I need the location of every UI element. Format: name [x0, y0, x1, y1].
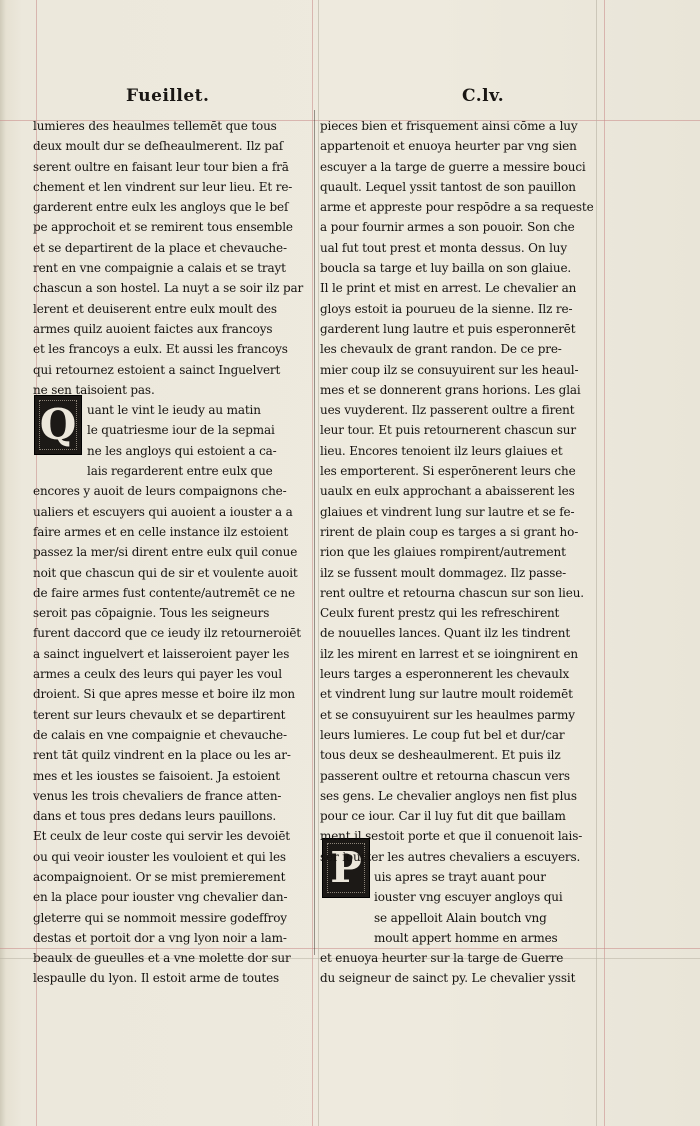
text-line: uaulx en eulx approchant a abaisserent les: [320, 484, 575, 499]
text-line: Et ceulx de leur coste qui servir les devoiēt: [33, 829, 290, 844]
text-line: arme et appreste pour respōdre a sa requeste: [320, 200, 594, 215]
text-line: quault. Lequel yssit tantost de son pauillon: [320, 179, 576, 194]
text-line: garderent lung lautre et puis esperonnerēt: [320, 321, 576, 336]
text-line: le quatriesme iour de la sepmai: [87, 423, 275, 438]
text-line: venus les trois chevaliers de france atten-: [33, 788, 282, 803]
text-line: et les francoys a eulx. Et aussi les francoys: [33, 342, 288, 357]
text-line: a pour fournir armes a son pouoir. Son che: [320, 220, 575, 235]
text-line: ment il sestoit porte et que il conuenoit lais-: [320, 829, 583, 844]
text-line: pour ce iour. Car il luy fut dit que baillam: [320, 809, 566, 824]
text-line: lerent et deuiserent entre eulx moult des: [33, 301, 277, 316]
initial-letter: Q: [39, 400, 77, 449]
text-line: et se departirent de la place et chevauche-: [33, 240, 287, 255]
text-line: armes a ceulx des leurs qui payer les voul: [33, 667, 282, 682]
text-line: deux moult dur se deſheaulmerent. Ilz paſ: [33, 139, 284, 154]
text-line: ser iouster les autres chevaliers a escuyers.: [320, 849, 581, 864]
text-line: ualiers et escuyers qui auoient a iouster a a: [33, 504, 293, 519]
text-line: lespaulle du lyon. Il estoit arme de toutes: [33, 971, 280, 986]
text-line: les emporterent. Si esperōnerent leurs che: [320, 464, 576, 479]
text-line: de nouuelles lances. Quant ilz les tindrent: [320, 626, 571, 641]
column-divider: [314, 110, 315, 955]
text-line: noit que chascun qui de sir et voulente auoit: [33, 565, 298, 580]
text-line: beaulx de gueulles et a vne molette dor sur: [33, 951, 291, 966]
text-line: acompaignoient. Or se mist premierement: [33, 869, 286, 884]
folio-number: C.lv.: [462, 86, 505, 106]
text-line: seroit pas cōpaignie. Tous les seigneurs: [33, 606, 270, 621]
text-line: escuyer a la targe de guerre a messire bouci: [320, 159, 586, 174]
text-line: tous deux se desheaulmerent. Et puis ilz: [320, 748, 561, 763]
text-line: chascun a son hostel. La nuyt a se soir ilz par: [33, 281, 304, 296]
text-line: se appelloit Alain boutch vng: [374, 910, 547, 925]
text-line: rent tāt quilz vindrent en la place ou les ar-: [33, 748, 291, 763]
right-text-column: [320, 116, 601, 986]
text-line: gloys estoit ia pourueu de la sienne. Ilz re-: [320, 301, 573, 316]
text-line: mes et se donnerent grans horions. Les glai: [320, 382, 581, 397]
text-line: ne sen taisoient pas.: [33, 382, 155, 397]
text-line: boucla sa targe et luy bailla on son glaiue.: [320, 261, 572, 276]
text-line: ne les angloys qui estoient a ca-: [87, 443, 277, 458]
text-line: ilz les mirent en larrest et se ioingnirent en: [320, 646, 578, 661]
text-line: mes et les ioustes se faisoient. Ja estoient: [33, 768, 280, 783]
text-line: de faire armes fust contente/autremēt ce ne: [33, 585, 295, 600]
text-line: encores y auoit de leurs compaignons che-: [33, 484, 287, 499]
text-line: mier coup ilz se consuyuirent sur les heaul-: [320, 362, 579, 377]
text-line: pieces bien et frisquement ainsi cōme a luy: [320, 119, 578, 133]
text-line: uis apres se trayt auant pour: [374, 869, 546, 884]
text-line: dans et tous pres dedans leurs pauillons.: [33, 809, 277, 824]
text-line: et se consuyuirent sur les heaulmes parmy: [320, 707, 575, 722]
text-line: serent oultre en faisant leur tour bien a frā: [33, 159, 289, 174]
text-line: ues vuyderent. Ilz passerent oultre a firent: [320, 403, 575, 418]
text-line: a sainct inguelvert et laisseroient payer les: [33, 646, 290, 661]
text-line: ses gens. Le chevalier angloys nen fist plus: [320, 788, 577, 803]
text-line: ilz se fussent moult dommagez. Ilz passe-: [320, 565, 567, 580]
text-line: garderent entre eulx les angloys que le beſ: [33, 200, 289, 215]
text-line: du seigneur de sainct py. Le chevalier yssit: [320, 971, 576, 986]
text-line: faire armes et en celle instance ilz estoient: [33, 524, 289, 539]
text-line: Il le print et mist en arrest. Le chevalier an: [320, 281, 577, 296]
initial-letter: P: [330, 843, 362, 892]
text-line: leur tour. Et puis retournerent chascun sur: [320, 423, 576, 438]
text-line: ou qui veoir iouster les vouloient et qui les: [33, 849, 286, 864]
text-line: Ceulx furent prestz qui les refreschirent: [320, 606, 560, 621]
text-line: gleterre qui se nommoit messire godeffroy: [33, 910, 287, 925]
text-line: passez la mer/si dirent entre eulx quil conue: [33, 545, 298, 560]
text-line: lais regarderent entre eulx que: [87, 464, 273, 479]
text-line: les chevaulx de grant randon. De ce pre-: [320, 342, 562, 357]
running-header-left: Fueillet.: [126, 86, 210, 106]
text-line: rion que les glaiues rompirent/autrement: [320, 545, 566, 560]
text-line: appartenoit et enuoya heurter par vng sien: [320, 139, 577, 154]
text-line: terent sur leurs chevaulx et se departirent: [33, 707, 286, 722]
text-line: glaiues et vindrent lung sur lautre et se fe-: [320, 504, 575, 519]
text-line: rent oultre et retourna chascun sur son lieu.: [320, 585, 584, 600]
text-line: et enuoya heurter sur la targe de Guerre: [320, 951, 564, 966]
text-line: leurs targes a esperonnerent les chevaulx: [320, 667, 570, 682]
text-line: lieu. Encores tenoient ilz leurs glaiues et: [320, 443, 563, 458]
text-line: lumieres des heaulmes tellemēt que tous: [33, 119, 277, 133]
text-line: rirent de plain coup es targes a si grant ho-: [320, 524, 579, 539]
text-line: droient. Si que apres messe et boire ilz mon: [33, 687, 295, 702]
text-line: leurs lumieres. Le coup fut bel et dur/car: [320, 727, 565, 742]
text-line: en la place pour iouster vng chevalier dan-: [33, 890, 288, 905]
text-line: ual fut tout prest et monta dessus. On luy: [320, 240, 567, 255]
text-line: pe approchoit et se remirent tous ensemble: [33, 220, 293, 235]
left-text-column: [33, 116, 305, 986]
text-line: moult appert homme en armes: [374, 930, 558, 945]
text-line: qui retournez estoient a sainct Inguelvert: [33, 362, 281, 377]
text-line: chement et len vindrent sur leur lieu. Et re-: [33, 179, 293, 194]
text-line: iouster vng escuyer angloys qui: [374, 890, 563, 905]
text-line: armes quilz auoient faictes aux francoys: [33, 321, 273, 336]
text-line: rent en vne compaignie a calais et se trayt: [33, 261, 286, 276]
text-line: destas et portoit dor a vng lyon noir a lam-: [33, 930, 287, 945]
text-line: et vindrent lung sur lautre moult roidemēt: [320, 687, 573, 702]
text-line: de calais en vne compaignie et chevauche-: [33, 727, 287, 742]
text-line: passerent oultre et retourna chascun vers: [320, 768, 570, 783]
text-line: uant le vint le ieudy au matin: [87, 403, 261, 418]
text-line: furent daccord que ce ieudy ilz retourneroiēt: [33, 626, 301, 641]
